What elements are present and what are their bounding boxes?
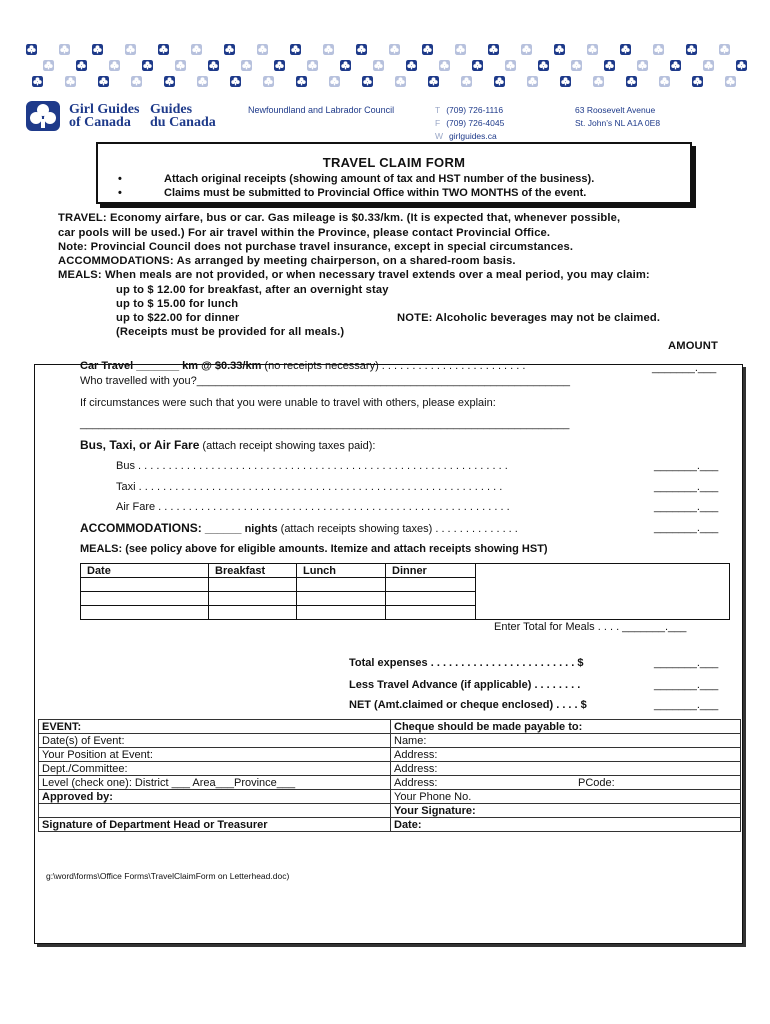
trefoil-icon xyxy=(521,44,532,55)
trefoil-icon xyxy=(637,60,648,71)
fax-key: F xyxy=(435,118,441,128)
policy-dinner: up to $22.00 for dinner xyxy=(116,312,240,324)
trefoil-icon xyxy=(395,76,406,87)
event-dates-field[interactable]: Date(s) of Event: xyxy=(39,734,391,748)
policy-note: Note: Provincial Council does not purchase travel insurance, except in special circumstances. xyxy=(58,241,574,253)
file-path-footer: g:\word\forms\Office Forms\TravelClaimForm on Letterhead.doc) xyxy=(46,871,290,881)
info-row xyxy=(39,720,741,734)
form-title: TRAVEL CLAIM FORM xyxy=(322,155,466,170)
trefoil-icon xyxy=(142,60,153,71)
net-line: NET (Amt.claimed or cheque enclosed) . . . . $ xyxy=(349,699,587,711)
trefoil-icon xyxy=(263,76,274,87)
trefoil-icon xyxy=(653,44,664,55)
trefoil-icon xyxy=(230,76,241,87)
trefoil-icon xyxy=(472,60,483,71)
meals-col-dinner: Dinner xyxy=(386,564,476,578)
trefoil-icon xyxy=(593,76,604,87)
taxi-line: Taxi . . . . . . . . . . . . . . . . . . . . . . . . . . . . . . . . . . . . . . . . . . . . . . . . . . . . . . . . . . . . xyxy=(116,481,503,493)
meals-col-lunch: Lunch xyxy=(297,564,386,578)
trefoil-icon xyxy=(241,60,252,71)
policy-travel-line2: car pools will be used.) For air travel within the Province, please contact Provincial Office. xyxy=(58,227,551,239)
trefoil-icon xyxy=(274,60,285,71)
your-signature-field[interactable]: Your Signature: xyxy=(391,804,741,818)
trefoil-icon xyxy=(703,60,714,71)
meals-table xyxy=(80,563,730,620)
meals-total-cell xyxy=(476,564,730,620)
net-amount[interactable]: _______.___ xyxy=(654,699,719,711)
policy-travel: TRAVEL: Economy airfare, bus or car. Gas mileage is $0.33/km. (It is expected that, whenever possible, xyxy=(58,212,621,224)
who-travelled-field[interactable]: Who travelled with you?_____________________________________________________________ xyxy=(80,375,570,387)
trefoil-icon xyxy=(98,76,109,87)
address-line2: St. John’s NL A1A 0E8 xyxy=(575,118,661,128)
logo-english xyxy=(69,103,139,129)
car-km-field[interactable]: _______ km @ $0.33/km xyxy=(136,360,262,372)
trefoil-icon xyxy=(494,76,505,87)
info-row[interactable] xyxy=(39,748,741,762)
empty-cell xyxy=(39,804,391,818)
trefoil-icon xyxy=(92,44,103,55)
policy-lunch: up to $ 15.00 for lunch xyxy=(116,298,239,310)
trefoil-icon xyxy=(158,44,169,55)
accommodations-line: ACCOMMODATIONS: ______ nights (attach receipts showing taxes) . . . . . . . . . . . . . . xyxy=(80,521,518,535)
trefoil-icon xyxy=(191,44,202,55)
trefoil-icon xyxy=(307,60,318,71)
trefoil-icon xyxy=(659,76,670,87)
phone-field[interactable]: Your Phone No. xyxy=(391,790,741,804)
policy-accommodations: ACCOMMODATIONS: As arranged by meeting chairperson, on a shared-room basis. xyxy=(58,255,516,267)
trefoil-icon xyxy=(686,44,697,55)
trefoil-icon xyxy=(725,76,736,87)
trefoil-icon xyxy=(587,44,598,55)
contact-info xyxy=(435,104,504,143)
trefoil-icon xyxy=(296,76,307,87)
trefoil-icon xyxy=(65,76,76,87)
taxi-amount[interactable]: _______.___ xyxy=(654,481,719,493)
trefoil-icon xyxy=(340,60,351,71)
enter-total-meals[interactable]: Enter Total for Meals . . . . _______.___ xyxy=(494,621,687,633)
logo-french xyxy=(150,103,216,129)
dept-head-signature-field[interactable]: Signature of Department Head or Treasurer xyxy=(39,818,391,832)
meals-heading: MEALS: (see policy above for eligible amounts. Itemize and attach receipts showing HST) xyxy=(80,543,548,555)
info-row[interactable] xyxy=(39,762,741,776)
total-expenses-amount[interactable]: _______.___ xyxy=(654,657,719,669)
trefoil-icon xyxy=(59,44,70,55)
circumstances-label: If circumstances were such that you were unable to travel with others, please explain: xyxy=(80,397,496,409)
fax-number: (709) 726-4045 xyxy=(446,118,505,128)
policy-alcohol-note: NOTE: Alcoholic beverages may not be claimed. xyxy=(397,312,661,324)
trefoil-icon xyxy=(32,76,43,87)
girl-guides-logo xyxy=(26,101,62,131)
trefoil-icon xyxy=(164,76,175,87)
meals-col-breakfast: Breakfast xyxy=(209,564,297,578)
event-label: EVENT: xyxy=(39,720,391,734)
trefoil-border-row-1 xyxy=(26,44,766,56)
trefoil-icon xyxy=(125,44,136,55)
policy-breakfast: up to $ 12.00 for breakfast, after an overnight stay xyxy=(116,284,389,296)
bus-amount[interactable]: _______.___ xyxy=(654,460,719,472)
trefoil-icon xyxy=(455,44,466,55)
logo-en-line2: of Canada xyxy=(69,115,131,130)
less-advance-amount[interactable]: _______.___ xyxy=(654,679,719,691)
address-field-1[interactable]: Address: xyxy=(391,748,741,762)
meals-header-row xyxy=(81,564,730,578)
trefoil-icon xyxy=(554,44,565,55)
less-advance-line: Less Travel Advance (if applicable) . . . . . . . . xyxy=(349,679,581,691)
trefoil-icon xyxy=(428,76,439,87)
trefoil-logo-icon xyxy=(26,101,60,131)
trefoil-border-row-2 xyxy=(26,60,766,72)
event-info-table xyxy=(38,719,741,832)
info-row[interactable] xyxy=(39,804,741,818)
trefoil-icon xyxy=(43,60,54,71)
date-field[interactable]: Date: xyxy=(391,818,741,832)
policy-meals: MEALS: When meals are not provided, or when necessary travel extends over a meal period, you may claim: xyxy=(58,269,650,281)
logo-fr-line2: du Canada xyxy=(150,115,216,130)
cheque-payable-label: Cheque should be made payable to: xyxy=(391,720,741,734)
title-box: TRAVEL CLAIM FORM • Attach original receipts (showing amount of tax and HST number of the business). • Claims must be submitted to Provincial Office within TWO MONTHS of the event. xyxy=(96,142,692,204)
approved-by-field[interactable]: Approved by: xyxy=(39,790,391,804)
trefoil-icon xyxy=(208,60,219,71)
trefoil-icon xyxy=(670,60,681,71)
bus-line: Bus . . . . . . . . . . . . . . . . . . . . . . . . . . . . . . . . . . . . . . . . . . . . . . . . . . . . . . . . . . . . . xyxy=(116,460,508,472)
trefoil-icon xyxy=(76,60,87,71)
meals-col-date: Date xyxy=(81,564,209,578)
position-field[interactable]: Your Position at Event: xyxy=(39,748,391,762)
logo-en-line1: Girl Guides xyxy=(69,102,140,117)
amount-header: AMOUNT xyxy=(668,340,718,352)
payee-name-field[interactable]: Name: xyxy=(391,734,741,748)
info-row[interactable] xyxy=(39,734,741,748)
trefoil-icon xyxy=(461,76,472,87)
info-row[interactable] xyxy=(39,776,741,790)
airfare-amount[interactable]: _______.___ xyxy=(654,501,719,513)
nights-field[interactable]: ______ nights xyxy=(201,523,278,535)
trefoil-icon xyxy=(538,60,549,71)
circumstances-field[interactable]: ________________________________________________________________________________ xyxy=(80,418,570,430)
trefoil-icon xyxy=(290,44,301,55)
trefoil-icon xyxy=(197,76,208,87)
trefoil-icon xyxy=(604,60,615,71)
car-travel-line: Car Travel _______ km @ $0.33/km (no receipts necessary) . . . . . . . . . . . . . . . . . . . . . . . . xyxy=(80,360,526,372)
airfare-line: Air Fare . . . . . . . . . . . . . . . . . . . . . . . . . . . . . . . . . . . . . . . . . . . . . . . . . . . . . . . . . . xyxy=(116,501,510,513)
pcode-label: PCode: xyxy=(578,776,615,789)
trefoil-icon xyxy=(406,60,417,71)
trefoil-icon xyxy=(488,44,499,55)
trefoil-icon xyxy=(692,76,703,87)
trefoil-icon xyxy=(560,76,571,87)
trefoil-icon xyxy=(389,44,400,55)
trefoil-icon xyxy=(736,60,747,71)
trefoil-icon xyxy=(626,76,637,87)
trefoil-icon xyxy=(257,44,268,55)
trefoil-icon xyxy=(175,60,186,71)
trefoil-icon xyxy=(719,44,730,55)
address-field-3[interactable]: Address: PCode: xyxy=(391,776,741,790)
dept-field[interactable]: Dept./Committee: xyxy=(39,762,391,776)
trefoil-icon xyxy=(620,44,631,55)
phone-number: (709) 726-1116 xyxy=(446,105,504,115)
mailing-address xyxy=(575,104,660,130)
info-row[interactable] xyxy=(39,790,741,804)
website-link[interactable]: girlguides.ca xyxy=(449,131,497,141)
trefoil-icon xyxy=(527,76,538,87)
bus-taxi-air-heading: Bus, Taxi, or Air Fare (attach receipt showing taxes paid): xyxy=(80,438,376,452)
info-row[interactable] xyxy=(39,818,741,832)
trefoil-icon xyxy=(26,44,37,55)
policy-receipts: (Receipts must be provided for all meals.) xyxy=(116,326,345,338)
trefoil-icon xyxy=(323,44,334,55)
trefoil-icon xyxy=(109,60,120,71)
address-line1: 63 Roosevelt Avenue xyxy=(575,105,656,115)
logo-fr-line1: Guides xyxy=(150,102,193,117)
car-travel-amount[interactable]: _______.___ xyxy=(652,362,717,374)
trefoil-border-row-3 xyxy=(26,76,766,88)
trefoil-icon xyxy=(362,76,373,87)
phone-key: T xyxy=(435,105,441,115)
trefoil-icon xyxy=(329,76,340,87)
trefoil-icon xyxy=(505,60,516,71)
trefoil-icon xyxy=(373,60,384,71)
level-field[interactable]: Level (check one): District ___ Area___Province___ xyxy=(39,776,391,790)
council-name: Newfoundland and Labrador Council xyxy=(248,105,395,115)
web-key: W xyxy=(435,131,444,141)
trefoil-icon xyxy=(224,44,235,55)
trefoil-icon xyxy=(439,60,450,71)
accommodations-amount[interactable]: _______.___ xyxy=(654,522,719,534)
address-field-2[interactable]: Address: xyxy=(391,762,741,776)
trefoil-icon xyxy=(356,44,367,55)
trefoil-icon xyxy=(131,76,142,87)
total-expenses-line: Total expenses . . . . . . . . . . . . . . . . . . . . . . . . $ xyxy=(349,657,584,669)
trefoil-icon xyxy=(571,60,582,71)
trefoil-icon xyxy=(422,44,433,55)
